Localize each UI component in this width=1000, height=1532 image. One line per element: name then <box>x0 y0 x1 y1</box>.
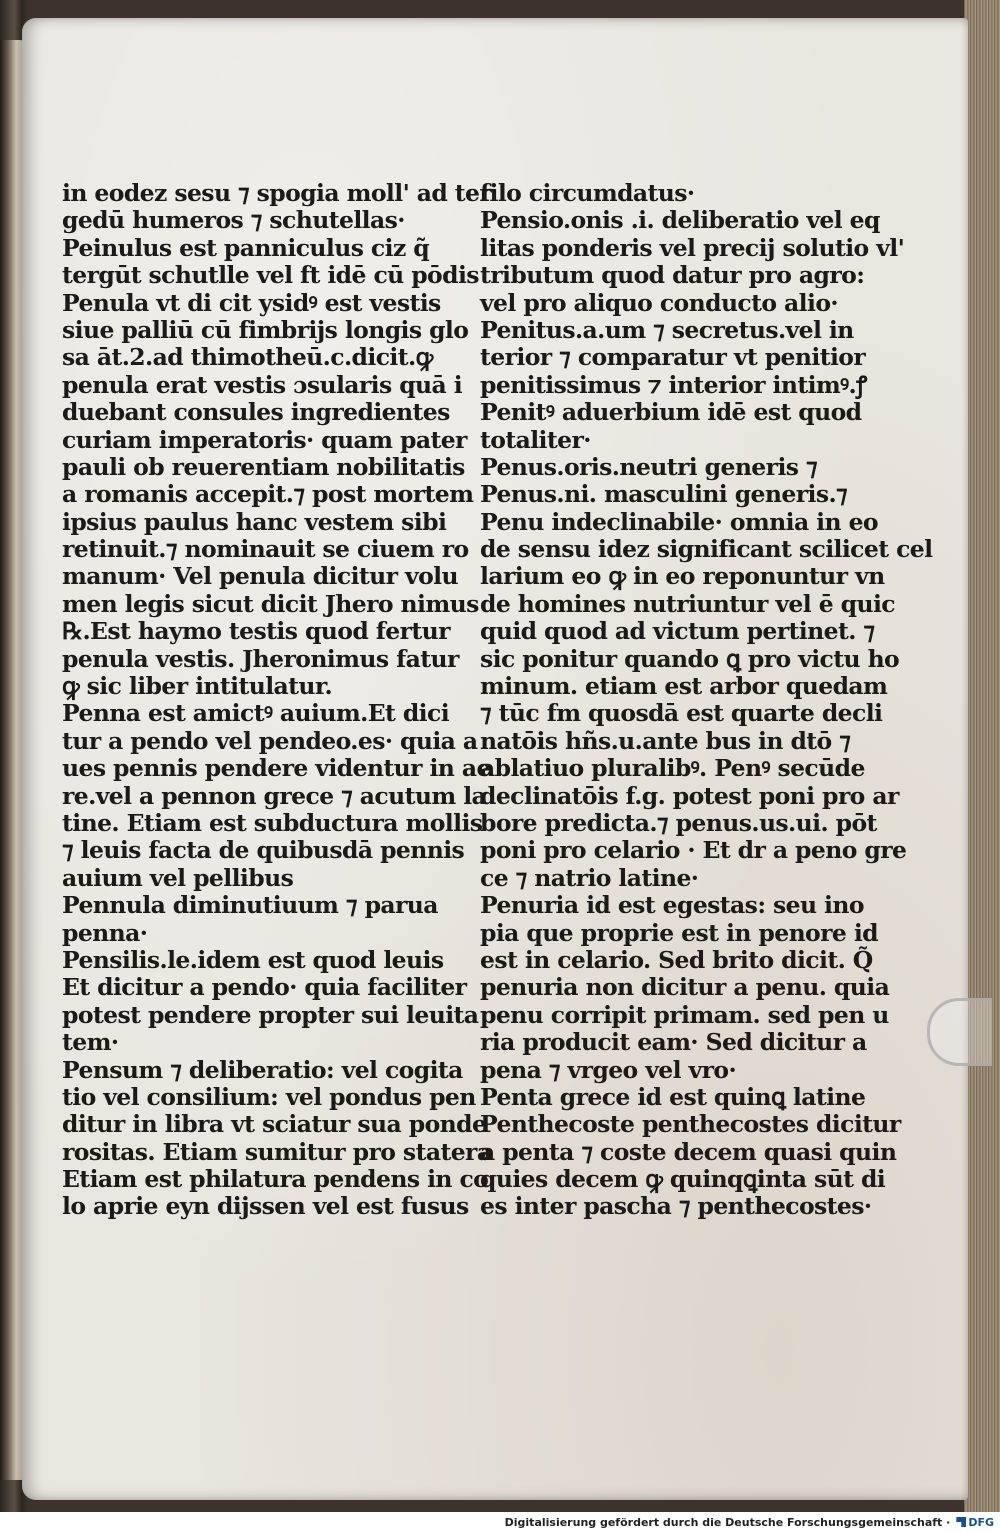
text-line: penna· <box>62 918 148 947</box>
text-line: totaliter· <box>480 425 591 454</box>
text-line: est in celario. Sed brito dicit. Q̃ <box>480 945 873 974</box>
funding-notice: Digitalisierung gefördert durch die Deutsche Forschungsgemeinschaft · <box>504 1515 951 1529</box>
text-line: Et dicitur a pendo· quia faciliter <box>62 973 467 1002</box>
text-line: rositas. Etiam sumitur pro statera <box>62 1137 492 1166</box>
text-line: a penta ⁊ coste decem quasi quin <box>480 1137 897 1166</box>
text-line: tem· <box>62 1028 119 1057</box>
text-line: manum· Vel penula dicitur volu <box>62 562 458 591</box>
text-line: penitissimus ⁊ interior intimꝰ.ꝭ <box>480 370 867 399</box>
page-clip <box>927 998 992 1066</box>
text-line: tio vel consilium: vel pondus pen <box>62 1082 476 1111</box>
text-line: siue palliū cū fimbrijs longis glo <box>62 315 469 344</box>
text-line: potest pendere propter sui leuita <box>62 1000 479 1029</box>
text-line: men legis sicut dicit Jhero nimus <box>62 589 479 618</box>
text-line: Pensilis.le.idem est quod leuis <box>62 945 444 974</box>
text-line: quid quod ad victum pertinet. ⁊ <box>480 617 875 646</box>
text-line: tur a pendo vel pendeo.es· quia a <box>62 726 478 755</box>
text-line: Penus.ni. masculini generis.⁊ <box>480 480 848 509</box>
text-line: Etiam est philatura pendens in co <box>62 1165 489 1194</box>
text-line: declinatōis f.g. potest poni pro ar <box>480 781 899 810</box>
text-line: bore predicta.⁊ penus.us.ui. pōt <box>480 808 877 837</box>
text-line: ues pennis pendere videntur in ae <box>62 754 491 783</box>
text-line: filo circumdatus· <box>480 179 695 207</box>
text-line: sic ponitur quando ꝗ pro victu ho <box>480 644 900 673</box>
text-line: ꝙ sic liber intitulatur. <box>62 672 333 701</box>
text-line: tergūt schutlle vel ft idē cū pōdis <box>62 261 479 290</box>
text-line: gedū humeros ⁊ schutellas· <box>62 206 405 235</box>
text-line: minum. etiam est arbor quedam <box>480 672 888 701</box>
text-line: tributum quod datur pro agro: <box>480 261 865 290</box>
text-line: Penitus.a.um ⁊ secretus.vel in <box>480 315 854 344</box>
text-line: retinuit.⁊ nominauit se ciuem ro <box>62 535 469 564</box>
text-line: poni pro celario · Et dr a peno gre <box>480 836 907 865</box>
text-line: ⁊ tūc fm quosdā est quarte decli <box>480 699 883 728</box>
text-line: re.vel a pennon grece ⁊ acutum la <box>62 781 487 810</box>
text-line: ditur in libra vt sciatur sua ponde <box>62 1110 487 1139</box>
text-line: terior ⁊ comparatur vt penitior <box>480 343 866 372</box>
text-line: tine. Etiam est subductura mollis <box>62 808 483 837</box>
text-line: penuria non dicitur a penu. quia <box>480 973 890 1002</box>
text-line: Penna est amictꝰ auium.Et dici <box>62 699 450 728</box>
footer-bar <box>0 1512 1000 1532</box>
text-line: Penu indeclinabile· omnia in eo <box>480 507 878 536</box>
text-line: litas ponderis vel precij solutio vl' <box>480 233 905 262</box>
text-line: ablatiuo pluralibꝰ. Penꝰ secūde <box>480 754 865 783</box>
text-line: de homines nutriuntur vel ē quic <box>480 589 895 618</box>
dfg-logo <box>956 1516 994 1529</box>
text-line: duebant consules ingredientes <box>62 398 450 427</box>
text-line: penula vestis. Jheronimus fatur <box>62 644 459 673</box>
text-line: Pensio.onis .i. deliberatio vel eq <box>480 206 880 235</box>
text-line: pauli ob reuerentiam nobilitatis <box>62 452 465 481</box>
text-line: in eodez sesu ⁊ spogia moll' ad ter <box>62 179 492 207</box>
text-line: quies decem ꝙ quinqꝗinta sūt di <box>480 1165 886 1194</box>
text-line: Peinulus est panniculus ciz q̃ <box>62 233 430 262</box>
text-line: ⁊ leuis facta de quibusdā pennis <box>62 836 465 865</box>
text-line: Penta grece id est quinꝗ latine <box>480 1082 866 1111</box>
text-column-right <box>480 179 933 1221</box>
text-line: pena ⁊ vrgeo vel vro· <box>480 1055 737 1084</box>
text-line: ce ⁊ natrio latine· <box>480 863 699 892</box>
text-line: Penula vt di cit ysidꝰ est vestis <box>62 288 441 317</box>
text-line: Penus.oris.neutri generis ⁊ <box>480 452 818 481</box>
text-line: penu corripit primam. sed pen u <box>480 1000 889 1029</box>
text-line: sa āt.2.ad thimotheū.c.dicit.ꝙ <box>62 343 433 372</box>
text-line: Penthecoste penthecostes dicitur <box>480 1110 901 1139</box>
text-line: curiam imperatoris· quam pater <box>62 425 467 454</box>
text-column-left <box>62 179 492 1221</box>
text-line: natōis hñs.u.ante bus in dtō ⁊ <box>480 726 851 755</box>
text-line: Pensum ⁊ deliberatio: vel cogita <box>62 1055 463 1084</box>
text-line: penula erat vestis ɔsularis quā i <box>62 370 463 399</box>
text-line: Penitꝰ aduerbium idē est quod <box>480 398 862 427</box>
text-line: de sensu idez significant scilicet cel <box>480 535 933 564</box>
text-line: ria producit eam· Sed dicitur a <box>480 1028 867 1057</box>
text-line: vel pro aliquo conducto alio· <box>480 288 838 317</box>
dfg-logo-text: DFG <box>968 1515 994 1529</box>
text-line: pia que proprie est in penore id <box>480 918 879 947</box>
page-stack-edge <box>964 0 1000 1512</box>
text-line: lo aprie eyn dijssen vel est fusus <box>62 1192 469 1221</box>
text-line: Penuria id est egestas: seu ino <box>480 891 864 920</box>
text-line: es inter pascha ⁊ penthecostes· <box>480 1192 872 1221</box>
text-line: a romanis accepit.⁊ post mortem <box>62 480 474 509</box>
text-line: ℞.Est haymo testis quod fertur <box>62 617 450 646</box>
text-line: larium eo ꝙ in eo reponuntur vn <box>480 562 885 591</box>
text-line: ipsius paulus hanc vestem sibi <box>62 507 447 536</box>
text-line: Pennula diminutiuum ⁊ parua <box>62 891 438 920</box>
text-line: auium vel pellibus <box>62 863 294 892</box>
dfg-logo-icon <box>956 1517 966 1527</box>
